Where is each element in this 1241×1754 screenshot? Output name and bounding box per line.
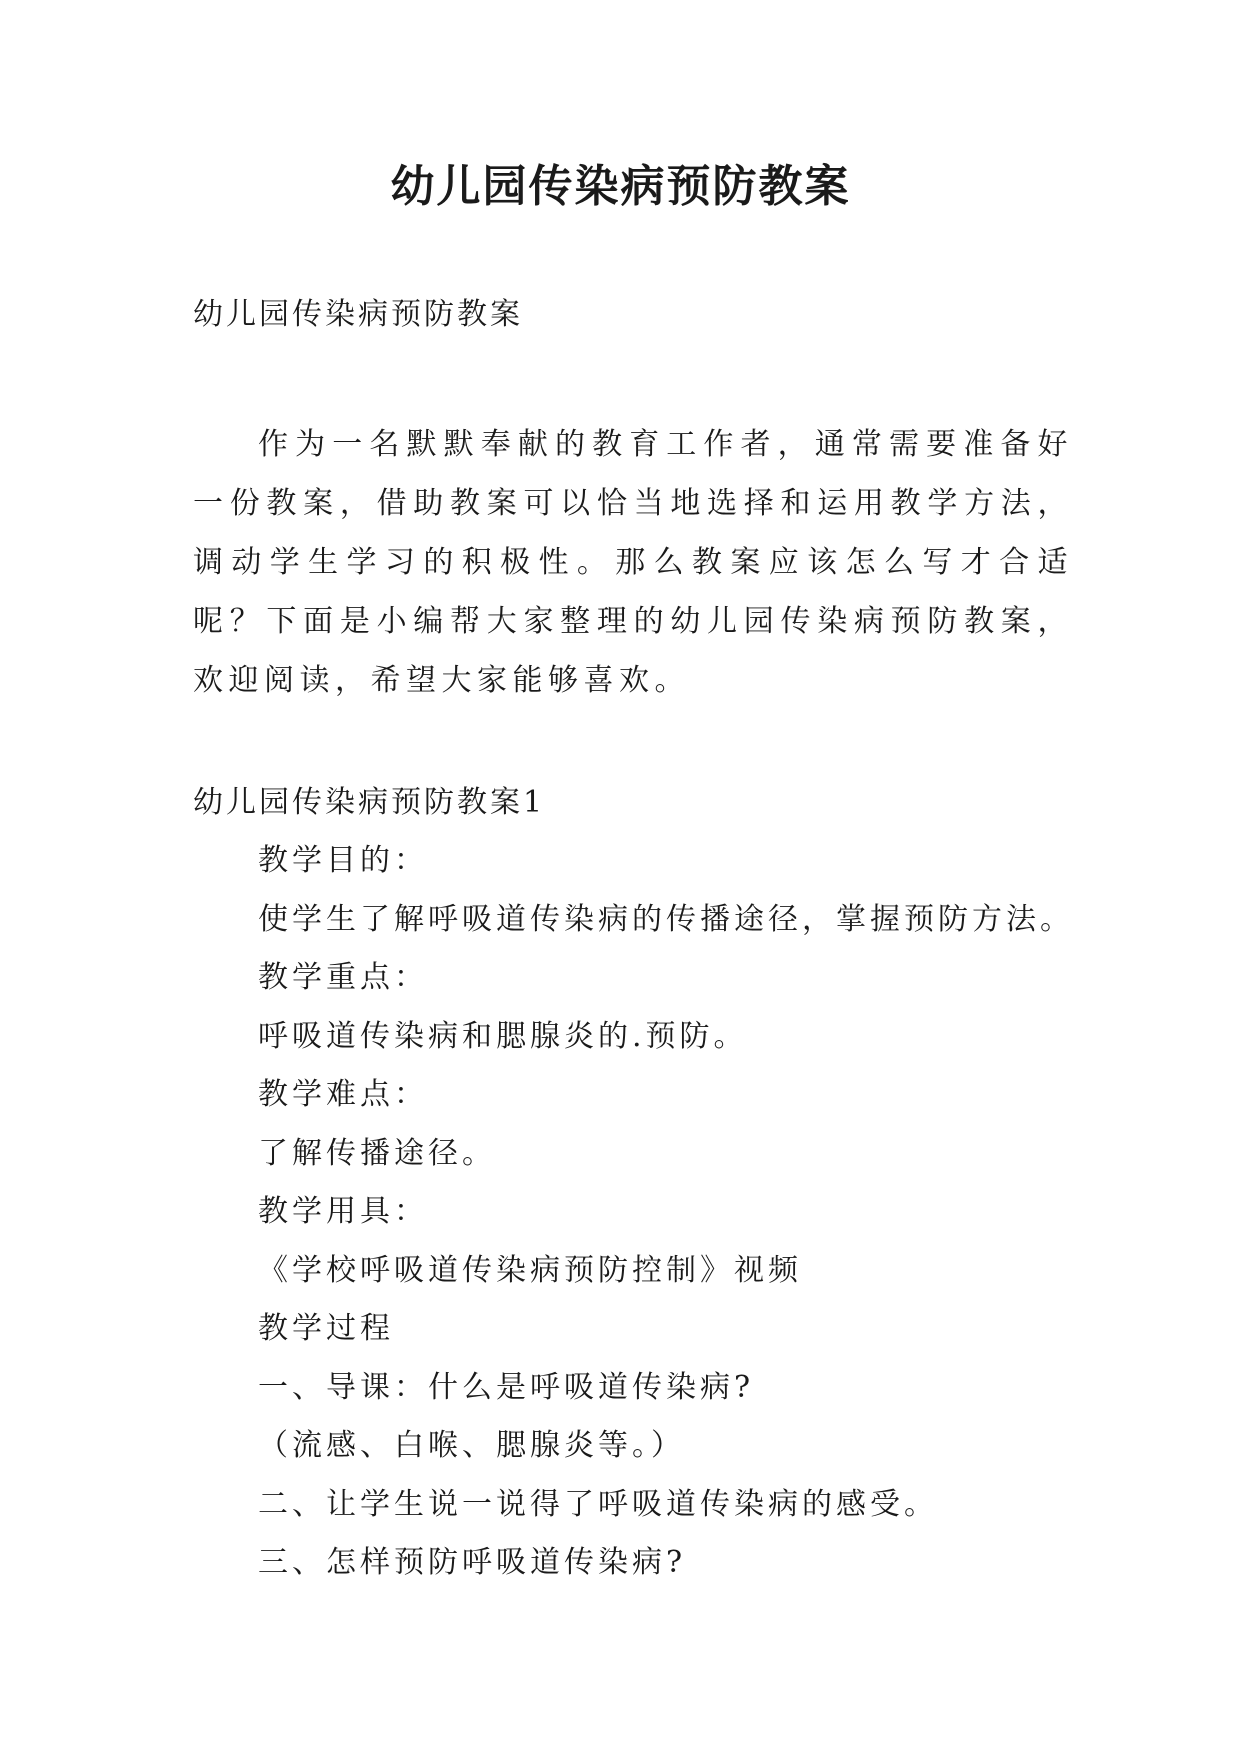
- lesson-line: 教学用具：: [258, 1194, 428, 1229]
- lesson-line: 教学过程: [258, 1311, 394, 1346]
- lesson-line: 三、怎样预防呼吸道传染病?: [258, 1545, 687, 1580]
- section-heading: 幼儿园传染病预防教案1: [193, 785, 546, 820]
- lesson-line: 教学难点：: [258, 1077, 428, 1112]
- lesson-line: 《学校呼吸道传染病预防控制》视频: [258, 1252, 802, 1288]
- lesson-line: 教学重点：: [258, 960, 428, 995]
- lesson-line: 一、导课：什么是呼吸道传染病?: [258, 1369, 755, 1405]
- document-title: 幼儿园传染病预防教案: [390, 161, 851, 212]
- document-body: [193, 285, 1073, 1593]
- lesson-lines: [193, 832, 1073, 1593]
- lesson-line: 二、让学生说一说得了呼吸道传染病的感受。: [258, 1486, 938, 1522]
- lesson-line: 呼吸道传染病和腮腺炎的.预防。: [258, 1018, 748, 1054]
- lesson-line: 使学生了解呼吸道传染病的传播途径，掌握预防方法。: [258, 901, 1074, 937]
- lesson-line: （流感、白喉、腮腺炎等。）: [258, 1428, 685, 1463]
- document-subtitle: 幼儿园传染病预防教案: [193, 297, 523, 332]
- intro-paragraph: 作为一名默默奉献的教育工作者，通常需要准备好一份教案，借助教案可以恰当地选择和运用教学方法，调动学生学习的积极性。那么教案应该怎么写才合适呢？下面是小编帮大家整理的幼儿园传染病预防教案，欢迎阅读，希望大家能够喜欢。: [193, 427, 1073, 698]
- lesson-line: 了解传播途径。: [258, 1135, 496, 1171]
- lesson-line: 教学目的：: [258, 843, 428, 878]
